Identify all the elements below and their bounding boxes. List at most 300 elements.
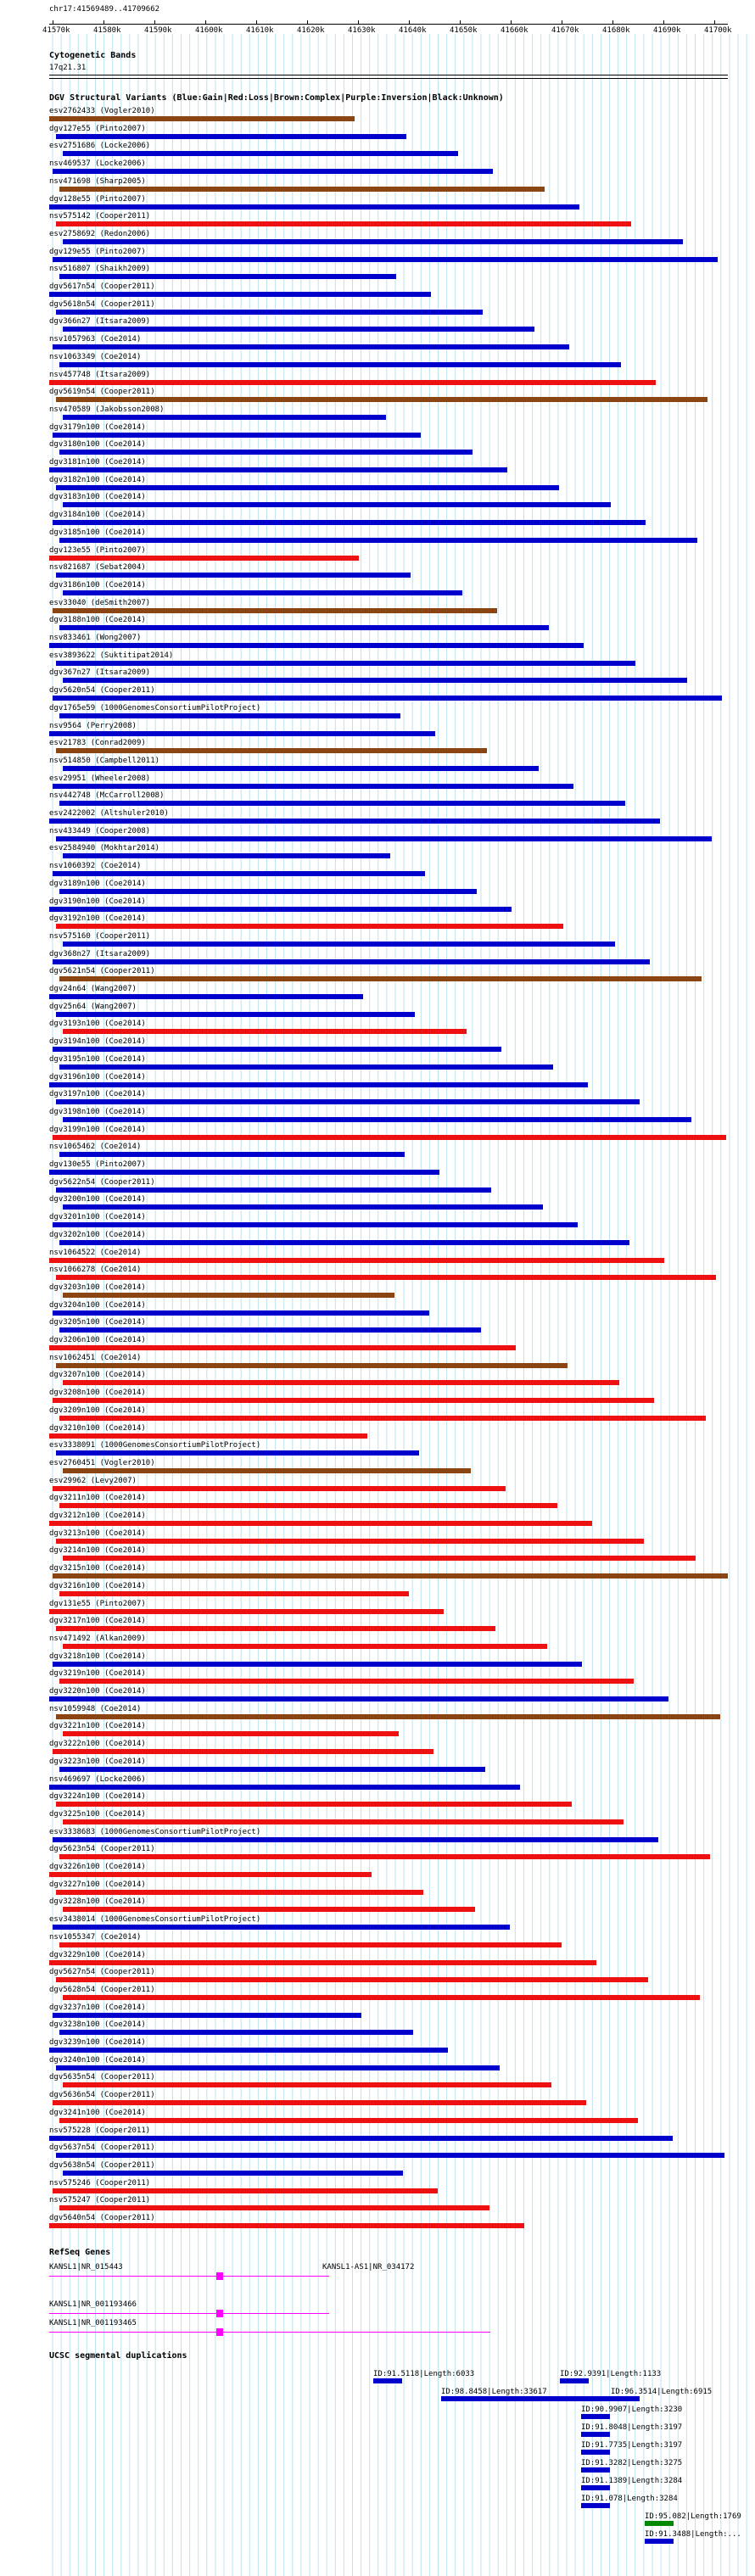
dgv-variant-label[interactable]: esv33040 (deSmith2007)	[49, 598, 151, 607]
dgv-variant-bar[interactable]	[53, 344, 569, 349]
dgv-variant-label[interactable]: dgv3212n100 (Coe2014)	[49, 1512, 146, 1520]
segdup-bar[interactable]	[645, 2539, 674, 2544]
dgv-variant-label[interactable]: dgv5621n54 (Cooper2011)	[49, 967, 155, 976]
segdup-label[interactable]: ID:91.1389|Length:3284	[581, 2477, 683, 2485]
dgv-variant-label[interactable]: nsv516807 (Shaikh2009)	[49, 265, 151, 274]
refseq-exon[interactable]	[216, 2272, 223, 2280]
dgv-variant-bar[interactable]	[59, 1152, 405, 1157]
dgv-variant-label[interactable]: dgv3184n100 (Coe2014)	[49, 511, 146, 520]
dgv-variant-bar[interactable]	[59, 976, 702, 981]
dgv-variant-bar[interactable]	[56, 2065, 500, 2070]
dgv-variant-bar[interactable]	[49, 204, 579, 210]
dgv-variant-bar[interactable]	[53, 520, 646, 525]
dgv-variant-label[interactable]: nsv1062451 (Coe2014)	[49, 1353, 142, 1362]
dgv-variant-label[interactable]: dgv3219n100 (Coe2014)	[49, 1669, 146, 1679]
dgv-variant-bar[interactable]	[63, 678, 687, 683]
segdup-label[interactable]: ID:92.9391|Length:1133	[560, 2370, 662, 2378]
dgv-variant-label[interactable]: nsv442748 (McCarroll2008)	[49, 791, 165, 801]
dgv-variant-label[interactable]: nsv833461 (Wong2007)	[49, 634, 142, 642]
cytoband-line-2	[49, 78, 728, 79]
segdup-bar[interactable]	[373, 2378, 402, 2383]
dgv-variant-label[interactable]: dgv3185n100 (Coe2014)	[49, 528, 146, 537]
dgv-variant-bar[interactable]	[63, 1644, 547, 1649]
dgv-variant-bar[interactable]	[63, 590, 462, 595]
dgv-variant-bar[interactable]	[63, 415, 386, 420]
refseq-gene-line[interactable]	[49, 2276, 329, 2277]
dgv-variant-bar[interactable]	[63, 239, 683, 244]
dgv-variant-bar[interactable]	[49, 1082, 588, 1087]
dgv-variant-label[interactable]: nsv821687 (Sebat2004)	[49, 563, 146, 573]
dgv-variant-label[interactable]: nsv575246 (Cooper2011)	[49, 2178, 151, 2188]
dgv-variant-label[interactable]: dgv3179n100 (Coe2014)	[49, 422, 146, 432]
dgv-variant-label[interactable]: dgv368n27 (Itsara2009)	[49, 949, 151, 958]
dgv-variant-bar[interactable]	[49, 643, 584, 648]
dgv-variant-label[interactable]: dgv3193n100 (Coe2014)	[49, 1020, 146, 1029]
dgv-variant-bar[interactable]	[56, 924, 563, 929]
refseq-gene-line[interactable]	[49, 2313, 329, 2314]
dgv-variant-label[interactable]: nsv575142 (Cooper2011)	[49, 212, 151, 221]
dgv-variant-bar[interactable]	[56, 485, 559, 490]
dgv-variant-bar[interactable]	[53, 1925, 510, 1930]
refseq-gene-label[interactable]: KANSL1|NR_015443	[49, 2263, 123, 2271]
dgv-variant-label[interactable]: nsv1057963 (Coe2014)	[49, 335, 142, 344]
dgv-variant-bar[interactable]	[53, 1573, 728, 1579]
dgv-variant-label[interactable]: dgv3213n100 (Coe2014)	[49, 1528, 146, 1538]
dgv-variant-label[interactable]: dgv3189n100 (Coe2014)	[49, 879, 146, 888]
dgv-variant-bar[interactable]	[53, 2100, 586, 2105]
dgv-variant-label[interactable]: dgv3214n100 (Coe2014)	[49, 1546, 146, 1556]
dgv-variant-label[interactable]: dgv5637n54 (Cooper2011)	[49, 2143, 155, 2153]
dgv-variant-label[interactable]: dgv5619n54 (Cooper2011)	[49, 388, 155, 397]
dgv-variant-bar[interactable]	[49, 467, 507, 472]
dgv-variant-label[interactable]: dgv3183n100 (Coe2014)	[49, 493, 146, 502]
dgv-variant-label[interactable]: dgv5638n54 (Cooper2011)	[49, 2160, 155, 2170]
dgv-variant-label[interactable]: dgv5636n54 (Cooper2011)	[49, 2091, 155, 2100]
dgv-variant-bar[interactable]	[63, 1117, 691, 1122]
dgv-variant-label[interactable]: dgv3223n100 (Coe2014)	[49, 1757, 146, 1766]
dgv-variant-bar[interactable]	[49, 1521, 592, 1526]
dgv-variant-bar[interactable]	[56, 1977, 648, 1982]
ruler-tick-label: 41680k	[602, 26, 630, 35]
segdup-bar[interactable]	[581, 2503, 610, 2508]
dgv-variant-bar[interactable]	[56, 397, 707, 402]
refseq-gene-label[interactable]: KANSL1|NR_001193466	[49, 2300, 137, 2309]
dgv-variant-label[interactable]: esv3438014 (1000GenomesConsortiumPilotProject)	[49, 1915, 261, 1925]
dgv-variant-label[interactable]: dgv3238n100 (Coe2014)	[49, 2020, 146, 2030]
dgv-variant-bar[interactable]	[63, 327, 534, 332]
dgv-variant-label[interactable]: dgv3225n100 (Coe2014)	[49, 1809, 146, 1819]
dgv-variant-bar[interactable]	[63, 502, 611, 507]
dgv-variant-label[interactable]: dgv3195n100 (Coe2014)	[49, 1054, 146, 1064]
dgv-variant-bar[interactable]	[49, 1433, 367, 1439]
ruler-tick	[307, 20, 308, 25]
dgv-variant-label[interactable]: dgv3237n100 (Coe2014)	[49, 2003, 146, 2012]
dgv-variant-label[interactable]: dgv123e55 (Pinto2007)	[49, 545, 146, 555]
dgv-variant-label[interactable]: dgv3228n100 (Coe2014)	[49, 1897, 146, 1907]
position-label: chr17:41569489..41709662	[49, 5, 160, 14]
dgv-variant-bar[interactable]	[56, 1714, 720, 1719]
dgv-variant-label[interactable]: nsv575228 (Cooper2011)	[49, 2126, 151, 2135]
dgv-variant-label[interactable]: esv2760451 (Vogler2010)	[49, 1458, 155, 1467]
dgv-variant-bar[interactable]	[63, 766, 539, 771]
dgv-variant-label[interactable]: dgv5627n54 (Cooper2011)	[49, 1968, 155, 1977]
dgv-variant-label[interactable]: dgv3226n100 (Coe2014)	[49, 1863, 146, 1871]
dgv-variant-label[interactable]: nsv1060392 (Coe2014)	[49, 862, 142, 871]
segdup-label[interactable]: ID:91.8048|Length:3197	[581, 2423, 683, 2432]
dgv-variant-bar[interactable]	[49, 1609, 444, 1614]
dgv-variant-label[interactable]: dgv5618n54 (Cooper2011)	[49, 299, 155, 309]
dgv-variant-label[interactable]: nsv1059948 (Coe2014)	[49, 1704, 142, 1713]
refseq-exon[interactable]	[216, 2310, 223, 2317]
dgv-variant-label[interactable]: esv2584940 (Mokhtar2014)	[49, 844, 160, 853]
dgv-variant-bar[interactable]	[49, 2048, 448, 2053]
dgv-variant-label[interactable]: dgv5623n54 (Cooper2011)	[49, 1845, 155, 1854]
dgv-variant-bar[interactable]	[53, 257, 718, 262]
dgv-variant-bar[interactable]	[49, 1258, 664, 1263]
dgv-variant-label[interactable]: nsv469537 (Locke2006)	[49, 159, 146, 169]
dgv-variant-bar[interactable]	[63, 1380, 619, 1385]
dgv-variant-bar[interactable]	[59, 1591, 409, 1596]
dgv-variant-label[interactable]: esv2758692 (Redon2006)	[49, 229, 151, 238]
dgv-variant-label[interactable]: nsv514850 (Campbell2011)	[49, 756, 160, 765]
dgv-variant-bar[interactable]	[56, 1363, 568, 1368]
dgv-variant-label[interactable]: dgv3207n100 (Coe2014)	[49, 1371, 146, 1380]
dgv-variant-label[interactable]: dgv24n64 (Wang2007)	[49, 985, 137, 993]
dgv-variant-label[interactable]: dgv3220n100 (Coe2014)	[49, 1687, 146, 1696]
dgv-variant-bar[interactable]	[63, 1731, 399, 1736]
dgv-variant-bar[interactable]	[53, 1837, 658, 1842]
dgv-variant-bar[interactable]	[59, 1416, 706, 1421]
dgv-variant-bar[interactable]	[53, 433, 421, 438]
dgv-variant-label[interactable]: esv2762433 (Vogler2010)	[49, 107, 155, 115]
dgv-variant-label[interactable]: dgv3224n100 (Coe2014)	[49, 1792, 146, 1802]
ruler-tick	[714, 20, 715, 25]
dgv-variant-label[interactable]: dgv3222n100 (Coe2014)	[49, 1740, 146, 1749]
dgv-variant-bar[interactable]	[63, 2171, 403, 2176]
segdup-label[interactable]: ID:91.5118|Length:6033	[373, 2370, 475, 2378]
dgv-variant-bar[interactable]	[63, 1995, 700, 2000]
dgv-variant-bar[interactable]	[59, 2030, 413, 2035]
dgv-variant-bar[interactable]	[53, 1398, 654, 1403]
dgv-variant-label[interactable]: dgv3203n100 (Coe2014)	[49, 1282, 146, 1292]
dgv-variant-label[interactable]: nsv471492 (Alkan2009)	[49, 1634, 146, 1643]
dgv-variant-bar[interactable]	[59, 801, 625, 806]
dgv-variant-label[interactable]: dgv5617n54 (Cooper2011)	[49, 282, 155, 291]
dgv-variant-label[interactable]: esv3338091 (1000GenomesConsortiumPilotProject)	[49, 1441, 261, 1450]
dgv-variant-bar[interactable]	[53, 2013, 361, 2018]
dgv-variant-label[interactable]: dgv3200n100 (Coe2014)	[49, 1195, 146, 1204]
dgv-variant-bar[interactable]	[53, 1749, 433, 1754]
dgv-variant-bar[interactable]	[59, 1679, 634, 1684]
dgv-variant-bar[interactable]	[59, 1503, 557, 1508]
dgv-variant-bar[interactable]	[59, 450, 473, 455]
dgv-variant-bar[interactable]	[59, 2205, 489, 2210]
dgv-variant-label[interactable]: dgv128e55 (Pinto2007)	[49, 194, 146, 204]
dgv-variant-bar[interactable]	[56, 134, 406, 139]
ruler-tick-label: 41570k	[42, 26, 70, 35]
dgv-variant-label[interactable]: dgv3227n100 (Coe2014)	[49, 1880, 146, 1889]
dgv-variant-label[interactable]: dgv3205n100 (Coe2014)	[49, 1318, 146, 1327]
dgv-variant-label[interactable]: dgv366n27 (Itsara2009)	[49, 317, 151, 327]
dgv-variant-label[interactable]: dgv3217n100 (Coe2014)	[49, 1617, 146, 1626]
dgv-variant-label[interactable]: dgv3229n100 (Coe2014)	[49, 1950, 146, 1959]
ruler-tick-label: 41640k	[399, 26, 427, 35]
dgv-variant-label[interactable]: esv2422002 (Altshuler2010)	[49, 809, 169, 818]
ruler-tick-label: 41700k	[704, 26, 732, 35]
dgv-variant-bar[interactable]	[49, 1872, 372, 1877]
segdup-bar[interactable]	[581, 2432, 610, 2437]
ruler-axis	[49, 24, 728, 25]
dgv-variant-label[interactable]: dgv5620n54 (Cooper2011)	[49, 686, 155, 696]
dgv-variant-label[interactable]: nsv1055347 (Coe2014)	[49, 1932, 142, 1942]
dgv-variant-bar[interactable]	[56, 661, 635, 666]
dgv-variant-bar[interactable]	[59, 713, 400, 718]
dgv-variant-label[interactable]: dgv3216n100 (Coe2014)	[49, 1581, 146, 1590]
dgv-variant-bar[interactable]	[63, 1029, 467, 1034]
dgv-variant-label[interactable]: dgv3180n100 (Coe2014)	[49, 440, 146, 450]
dgv-variant-label[interactable]: nsv433449 (Cooper2008)	[49, 826, 151, 835]
segdup-bar[interactable]	[645, 2521, 674, 2526]
dgv-variant-label[interactable]: dgv3198n100 (Coe2014)	[49, 1107, 146, 1116]
dgv-variant-bar[interactable]	[56, 1539, 644, 1544]
dgv-variant-label[interactable]: nsv1066278 (Coe2014)	[49, 1266, 142, 1275]
dgv-variant-bar[interactable]	[49, 1170, 439, 1175]
ruler-tick	[154, 20, 155, 25]
dgv-variant-bar[interactable]	[53, 1662, 582, 1667]
dgv-variant-bar[interactable]	[63, 1819, 624, 1824]
dgv-variant-label[interactable]: esv29962 (Levy2007)	[49, 1476, 137, 1485]
dgv-variant-bar[interactable]	[63, 151, 458, 156]
dgv-variant-bar[interactable]	[53, 608, 497, 613]
segdup-label[interactable]: ID:91.3282|Length:3275	[581, 2459, 683, 2467]
segdup-bar[interactable]	[581, 2414, 610, 2419]
dgv-variant-bar[interactable]	[59, 187, 545, 192]
dgv-variant-bar[interactable]	[59, 625, 549, 630]
dgv-variant-bar[interactable]	[53, 1135, 726, 1140]
dgv-variant-label[interactable]: dgv5628n54 (Cooper2011)	[49, 1985, 155, 1994]
segdup-label[interactable]: ID:91.7735|Length:3197	[581, 2441, 683, 2450]
dgv-variant-label[interactable]: dgv3202n100 (Coe2014)	[49, 1230, 146, 1239]
dgv-variant-bar[interactable]	[63, 942, 615, 947]
dgv-variant-bar[interactable]	[49, 292, 431, 297]
dgv-variant-bar[interactable]	[63, 1293, 394, 1298]
dgv-variant-label[interactable]: nsv469697 (Locke2006)	[49, 1774, 146, 1784]
dgv-variant-label[interactable]: dgv5622n54 (Cooper2011)	[49, 1177, 155, 1187]
dgv-variant-label[interactable]: dgv3204n100 (Coe2014)	[49, 1300, 146, 1310]
dgv-variant-label[interactable]: nsv1065462 (Coe2014)	[49, 1143, 142, 1152]
refseq-gene-label[interactable]: KANSL1-AS1|NR_034172	[322, 2263, 415, 2271]
dgv-variant-bar[interactable]	[49, 994, 363, 999]
dgv-variant-bar[interactable]	[53, 784, 573, 789]
ruler-tick	[460, 20, 461, 25]
dgv-variant-bar[interactable]	[56, 1802, 572, 1807]
ruler-tick-label: 41630k	[348, 26, 376, 35]
dgv-variant-bar[interactable]	[59, 274, 396, 279]
dgv-variant-bar[interactable]	[53, 169, 493, 174]
dgv-variant-bar[interactable]	[56, 573, 411, 578]
dgv-variant-label[interactable]: nsv575247 (Cooper2011)	[49, 2196, 151, 2205]
ruler-tick	[358, 20, 359, 25]
dgv-variant-label[interactable]: dgv3211n100 (Coe2014)	[49, 1494, 146, 1503]
cytoband-label: 17q21.31	[49, 64, 87, 72]
segdup-label[interactable]: ID:96.3514|Length:6915	[611, 2388, 713, 2396]
dgv-variant-label[interactable]: dgv3215n100 (Coe2014)	[49, 1564, 146, 1573]
dgv-variant-bar[interactable]	[49, 1345, 516, 1350]
dgv-variant-label[interactable]: esv2751686 (Locke2006)	[49, 142, 151, 151]
dgv-variant-bar[interactable]	[56, 1275, 716, 1280]
dgv-variant-label[interactable]: dgv131e55 (Pinto2007)	[49, 1599, 146, 1608]
segdup-label[interactable]: ID:98.8458|Length:33617	[441, 2388, 547, 2396]
ruler-tick-label: 41650k	[450, 26, 478, 35]
dgv-variant-label[interactable]: dgv3206n100 (Coe2014)	[49, 1336, 146, 1344]
dgv-variant-label[interactable]: nsv9564 (Perry2008)	[49, 721, 137, 730]
refseq-exon[interactable]	[216, 2328, 223, 2336]
dgv-variant-label[interactable]: nsv575160 (Cooper2011)	[49, 931, 151, 941]
ruler-tick-label: 41600k	[195, 26, 223, 35]
segdup-bar[interactable]	[581, 2450, 610, 2455]
dgv-variant-bar[interactable]	[49, 907, 512, 912]
dgv-variant-label[interactable]: dgv3194n100 (Coe2014)	[49, 1037, 146, 1047]
dgv-variant-bar[interactable]	[63, 853, 390, 858]
dgv-variant-label[interactable]: dgv1765e59 (1000GenomesConsortiumPilotProject)	[49, 703, 261, 712]
dgv-variant-label[interactable]: dgv3240n100 (Coe2014)	[49, 2055, 146, 2065]
segdup-bar[interactable]	[441, 2396, 611, 2401]
dgv-variant-bar[interactable]	[56, 1187, 491, 1193]
dgv-variant-bar[interactable]	[56, 1626, 495, 1631]
dgv-variant-bar[interactable]	[59, 1767, 485, 1772]
dgv-variant-label[interactable]: nsv1063349 (Coe2014)	[49, 352, 142, 361]
dgv-variant-bar[interactable]	[63, 2082, 551, 2087]
dgv-variant-label[interactable]: dgv3209n100 (Coe2014)	[49, 1405, 146, 1415]
ruler-tick-label: 41580k	[93, 26, 121, 35]
dgv-variant-bar[interactable]	[49, 2136, 673, 2141]
dgv-variant-bar[interactable]	[49, 1785, 520, 1790]
dgv-variant-label[interactable]: dgv3208n100 (Coe2014)	[49, 1389, 146, 1398]
dgv-variant-bar[interactable]	[59, 1942, 562, 1947]
dgv-variant-label[interactable]: esv3338683 (1000GenomesConsortiumPilotProject)	[49, 1827, 261, 1836]
ruler-tick-label: 41590k	[144, 26, 172, 35]
dgv-variant-label[interactable]: dgv3182n100 (Coe2014)	[49, 475, 146, 484]
dgv-variant-bar[interactable]	[56, 310, 483, 315]
ruler-tick	[205, 20, 206, 25]
dgv-variant-label[interactable]: dgv3218n100 (Coe2014)	[49, 1651, 146, 1661]
dgv-variant-bar[interactable]	[59, 1854, 710, 1859]
dgv-variant-bar[interactable]	[63, 1907, 475, 1912]
ruler-tick-label: 41690k	[653, 26, 681, 35]
segdup-track-title: UCSC segmental duplications	[49, 2351, 187, 2361]
dgv-variant-bar[interactable]	[53, 1222, 578, 1227]
dgv-variant-label[interactable]: dgv3188n100 (Coe2014)	[49, 616, 146, 625]
dgv-variant-label[interactable]: nsv457748 (Itsara2009)	[49, 370, 151, 379]
dgv-variant-bar[interactable]	[56, 748, 487, 753]
segdup-label[interactable]: ID:91.3488|Length:...	[645, 2530, 741, 2539]
dgv-variant-bar[interactable]	[53, 696, 722, 701]
dgv-track-title: DGV Structural Variants (Blue:Gain|Red:Loss|Brown:Complex|Purple:Inversion|Black:Unknown)	[49, 93, 504, 103]
dgv-variant-bar[interactable]	[53, 1486, 506, 1491]
dgv-variant-bar[interactable]	[53, 871, 425, 876]
dgv-variant-label[interactable]: nsv471698 (Sharp2005)	[49, 176, 146, 186]
dgv-variant-bar[interactable]	[59, 1064, 553, 1070]
dgv-variant-bar[interactable]	[63, 1556, 696, 1561]
dgv-variant-label[interactable]: dgv3197n100 (Coe2014)	[49, 1090, 146, 1099]
dgv-variant-bar[interactable]	[49, 556, 359, 561]
dgv-variant-label[interactable]: dgv5635n54 (Cooper2011)	[49, 2073, 155, 2082]
dgv-variant-label[interactable]: dgv3241n100 (Coe2014)	[49, 2108, 146, 2117]
dgv-variant-bar[interactable]	[53, 2188, 438, 2193]
dgv-variant-bar[interactable]	[56, 2153, 724, 2158]
dgv-variant-bar[interactable]	[59, 2118, 638, 2123]
dgv-variant-bar[interactable]	[56, 221, 631, 226]
dgv-variant-label[interactable]: dgv130e55 (Pinto2007)	[49, 1160, 146, 1169]
dgv-variant-bar[interactable]	[53, 1047, 501, 1052]
segdup-label[interactable]: ID:90.9907|Length:3230	[581, 2406, 683, 2414]
dgv-variant-label[interactable]: dgv3192n100 (Coe2014)	[49, 914, 146, 924]
dgv-variant-bar[interactable]	[53, 959, 650, 964]
dgv-variant-label[interactable]: dgv3199n100 (Coe2014)	[49, 1125, 146, 1134]
dgv-variant-bar[interactable]	[49, 819, 660, 824]
dgv-variant-bar[interactable]	[49, 731, 435, 736]
dgv-variant-bar[interactable]	[63, 1468, 471, 1473]
dgv-variant-label[interactable]: nsv470589 (Jakobsson2008)	[49, 405, 165, 414]
dgv-variant-bar[interactable]	[63, 1204, 543, 1210]
dgv-variant-bar[interactable]	[49, 2223, 524, 2228]
dgv-variant-label[interactable]: dgv3190n100 (Coe2014)	[49, 897, 146, 906]
dgv-variant-label[interactable]: dgv3221n100 (Coe2014)	[49, 1722, 146, 1731]
dgv-variant-bar[interactable]	[56, 836, 712, 841]
dgv-variant-label[interactable]: dgv25n64 (Wang2007)	[49, 1002, 137, 1011]
dgv-variant-bar[interactable]	[59, 362, 621, 367]
dgv-variant-bar[interactable]	[59, 1240, 629, 1245]
segdup-bar[interactable]	[581, 2467, 610, 2473]
segdup-label[interactable]: ID:91.078|Length:3284	[581, 2495, 678, 2503]
dgv-variant-label[interactable]: dgv3181n100 (Coe2014)	[49, 458, 146, 467]
segdup-bar[interactable]	[581, 2485, 610, 2490]
dgv-variant-bar[interactable]	[56, 1099, 640, 1104]
dgv-variant-label[interactable]: dgv5640n54 (Cooper2011)	[49, 2214, 155, 2222]
dgv-variant-label[interactable]: dgv129e55 (Pinto2007)	[49, 247, 146, 256]
dgv-variant-bar[interactable]	[56, 1450, 419, 1456]
dgv-variant-label[interactable]: dgv3201n100 (Coe2014)	[49, 1213, 146, 1222]
ruler-tick-label: 41620k	[297, 26, 325, 35]
dgv-variant-bar[interactable]	[59, 538, 697, 543]
segdup-bar[interactable]	[560, 2378, 589, 2383]
dgv-variant-bar[interactable]	[56, 1890, 423, 1895]
refseq-gene-line[interactable]	[49, 2332, 490, 2333]
dgv-variant-label[interactable]: dgv367n27 (Itsara2009)	[49, 668, 151, 678]
ruler-tick-label: 41670k	[551, 26, 579, 35]
segdup-label[interactable]: ID:95.082|Length:1769	[645, 2512, 741, 2521]
dgv-variant-bar[interactable]	[49, 1960, 596, 1965]
dgv-variant-label[interactable]: dgv127e55 (Pinto2007)	[49, 124, 146, 133]
dgv-variant-bar[interactable]	[49, 116, 355, 121]
dgv-variant-label[interactable]: nsv1064522 (Coe2014)	[49, 1248, 142, 1257]
dgv-variant-label[interactable]: esv21783 (Conrad2009)	[49, 739, 146, 748]
dgv-variant-bar[interactable]	[49, 380, 656, 385]
dgv-variant-bar[interactable]	[53, 1310, 429, 1316]
dgv-variant-bar[interactable]	[49, 1696, 668, 1702]
dgv-variant-bar[interactable]	[59, 889, 477, 894]
refseq-gene-label[interactable]: KANSL1|NR_001193465	[49, 2319, 137, 2327]
dgv-variant-bar[interactable]	[59, 1327, 481, 1333]
dgv-variant-label[interactable]: esv3893622 (Suktitipat2014)	[49, 651, 174, 660]
segdup-bar[interactable]	[611, 2396, 640, 2401]
dgv-variant-bar[interactable]	[56, 1012, 415, 1017]
dgv-variant-label[interactable]: dgv3239n100 (Coe2014)	[49, 2038, 146, 2047]
dgv-variant-label[interactable]: esv29951 (Wheeler2008)	[49, 774, 151, 783]
dgv-variant-label[interactable]: dgv3186n100 (Coe2014)	[49, 580, 146, 590]
dgv-variant-label[interactable]: dgv3196n100 (Coe2014)	[49, 1072, 146, 1081]
dgv-variant-label[interactable]: dgv3210n100 (Coe2014)	[49, 1423, 146, 1433]
